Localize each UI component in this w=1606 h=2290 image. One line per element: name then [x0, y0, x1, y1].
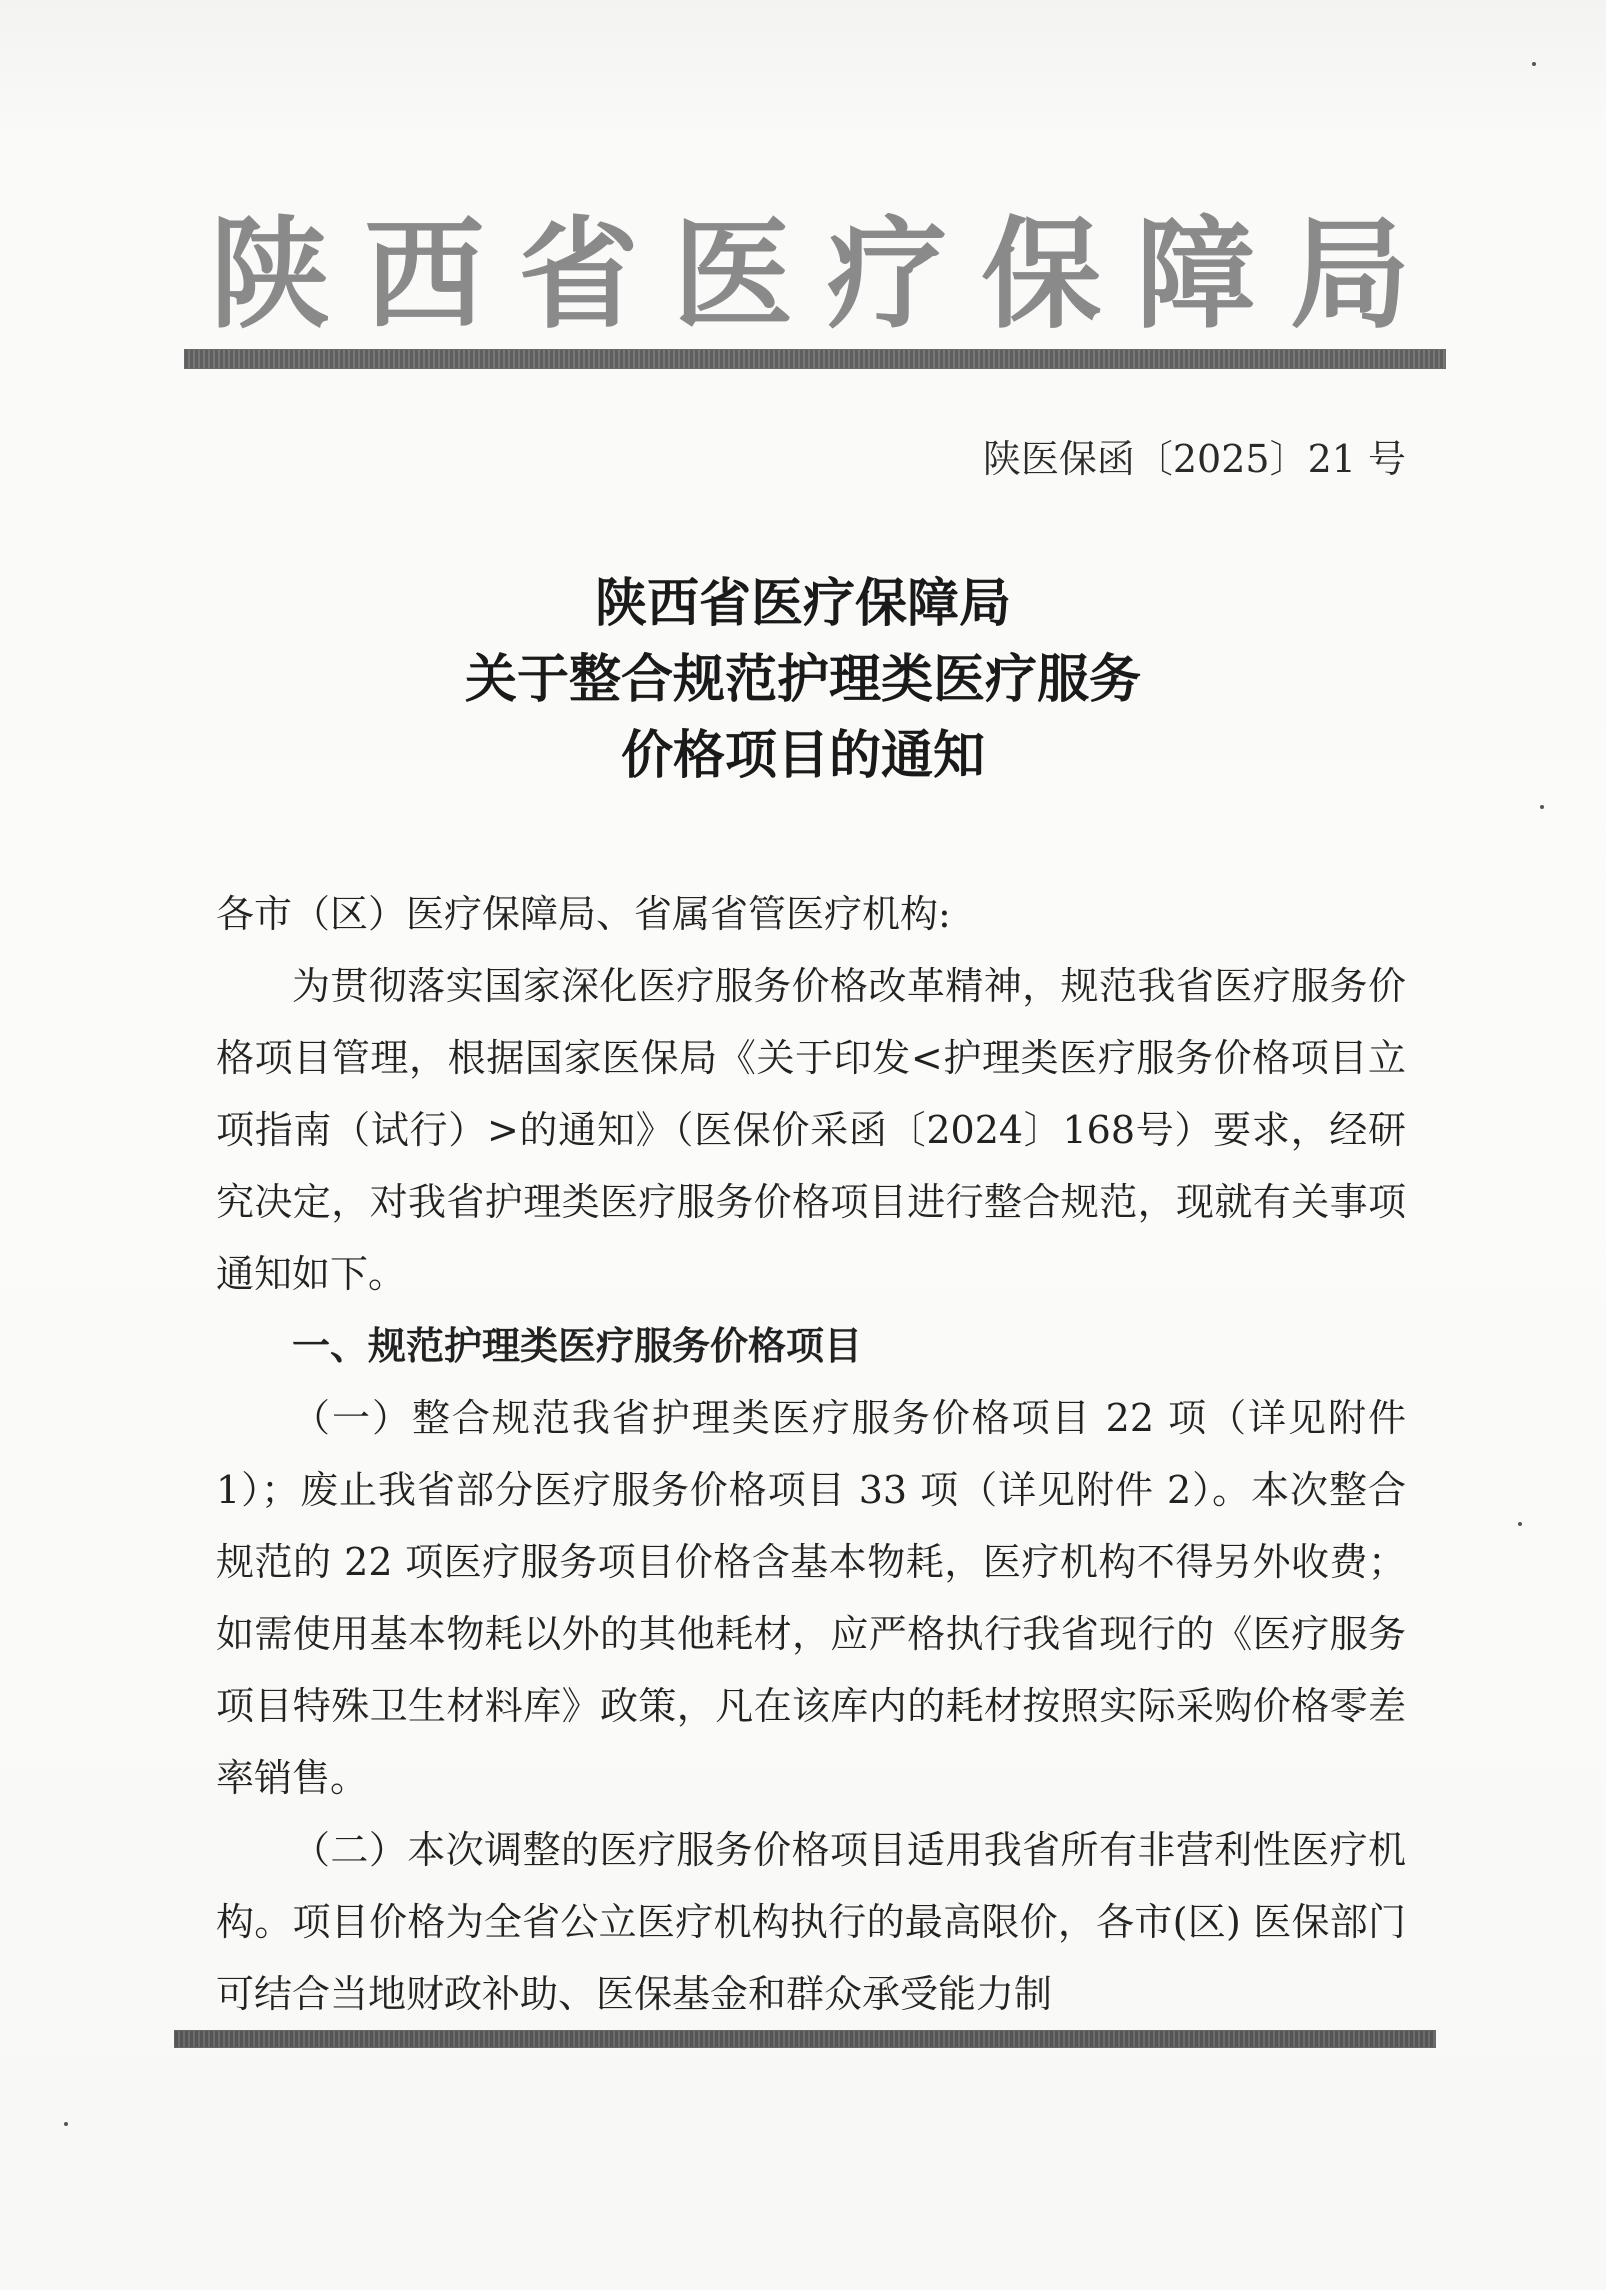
- letterhead-divider: [185, 350, 1445, 368]
- title-line-3: 价格项目的通知: [620, 725, 985, 786]
- section-heading-1: 一、规范护理类医疗服务价格项目: [292, 1323, 863, 1368]
- scan-speck: [1532, 62, 1536, 66]
- item-1-paragraph: （一）整合规范我省护理类医疗服务价格项目 22 项（详见附件 1）；废止我省部分医疗服务价格项目 33 项（详见附件 2）。本次整合规范的 22 项医疗服务项目价格含基本物耗，医疗机构不得另外收费；如需使用基本物耗以外的其他耗材，应严格执行我省现行的《医疗服务项目特殊卫生材料库》政策，凡在该库内的耗材按照实际采购价格零差率销售。: [216, 1396, 1406, 1800]
- agency-letterhead: 陕西省医疗保障局: [210, 204, 1430, 345]
- title-line-2: 关于整合规范护理类医疗服务: [464, 649, 1141, 710]
- intro-paragraph: 为贯彻落实国家深化医疗服务价格改革精神，规范我省医疗服务价格项目管理，根据国家医保局《关于印发<护理类医疗服务价格项目立项指南（试行）>的通知》（医保价采函〔2024〕168号）要求，经研究决定，对我省护理类医疗服务价格项目进行整合规范，现就有关事项通知如下。: [216, 964, 1406, 1296]
- scan-speck: [64, 2122, 68, 2126]
- scan-speck: [1518, 1522, 1522, 1526]
- notice-title: [0, 566, 1606, 794]
- notice-body: [216, 878, 1406, 2030]
- scan-speck: [1540, 805, 1544, 809]
- footer-divider: [175, 2031, 1435, 2047]
- document-number: 陕医保函〔2025〕21 号: [982, 437, 1406, 481]
- title-line-1: 陕西省医疗保障局: [594, 573, 1011, 634]
- item-2-paragraph: （二）本次调整的医疗服务价格项目适用我省所有非营利性医疗机构。项目价格为全省公立医疗机构执行的最高限价，各市(区) 医保部门可结合当地财政补助、医保基金和群众承受能力制: [216, 1828, 1406, 2016]
- salutation: 各市（区）医疗保障局、省属省管医疗机构:: [216, 892, 951, 936]
